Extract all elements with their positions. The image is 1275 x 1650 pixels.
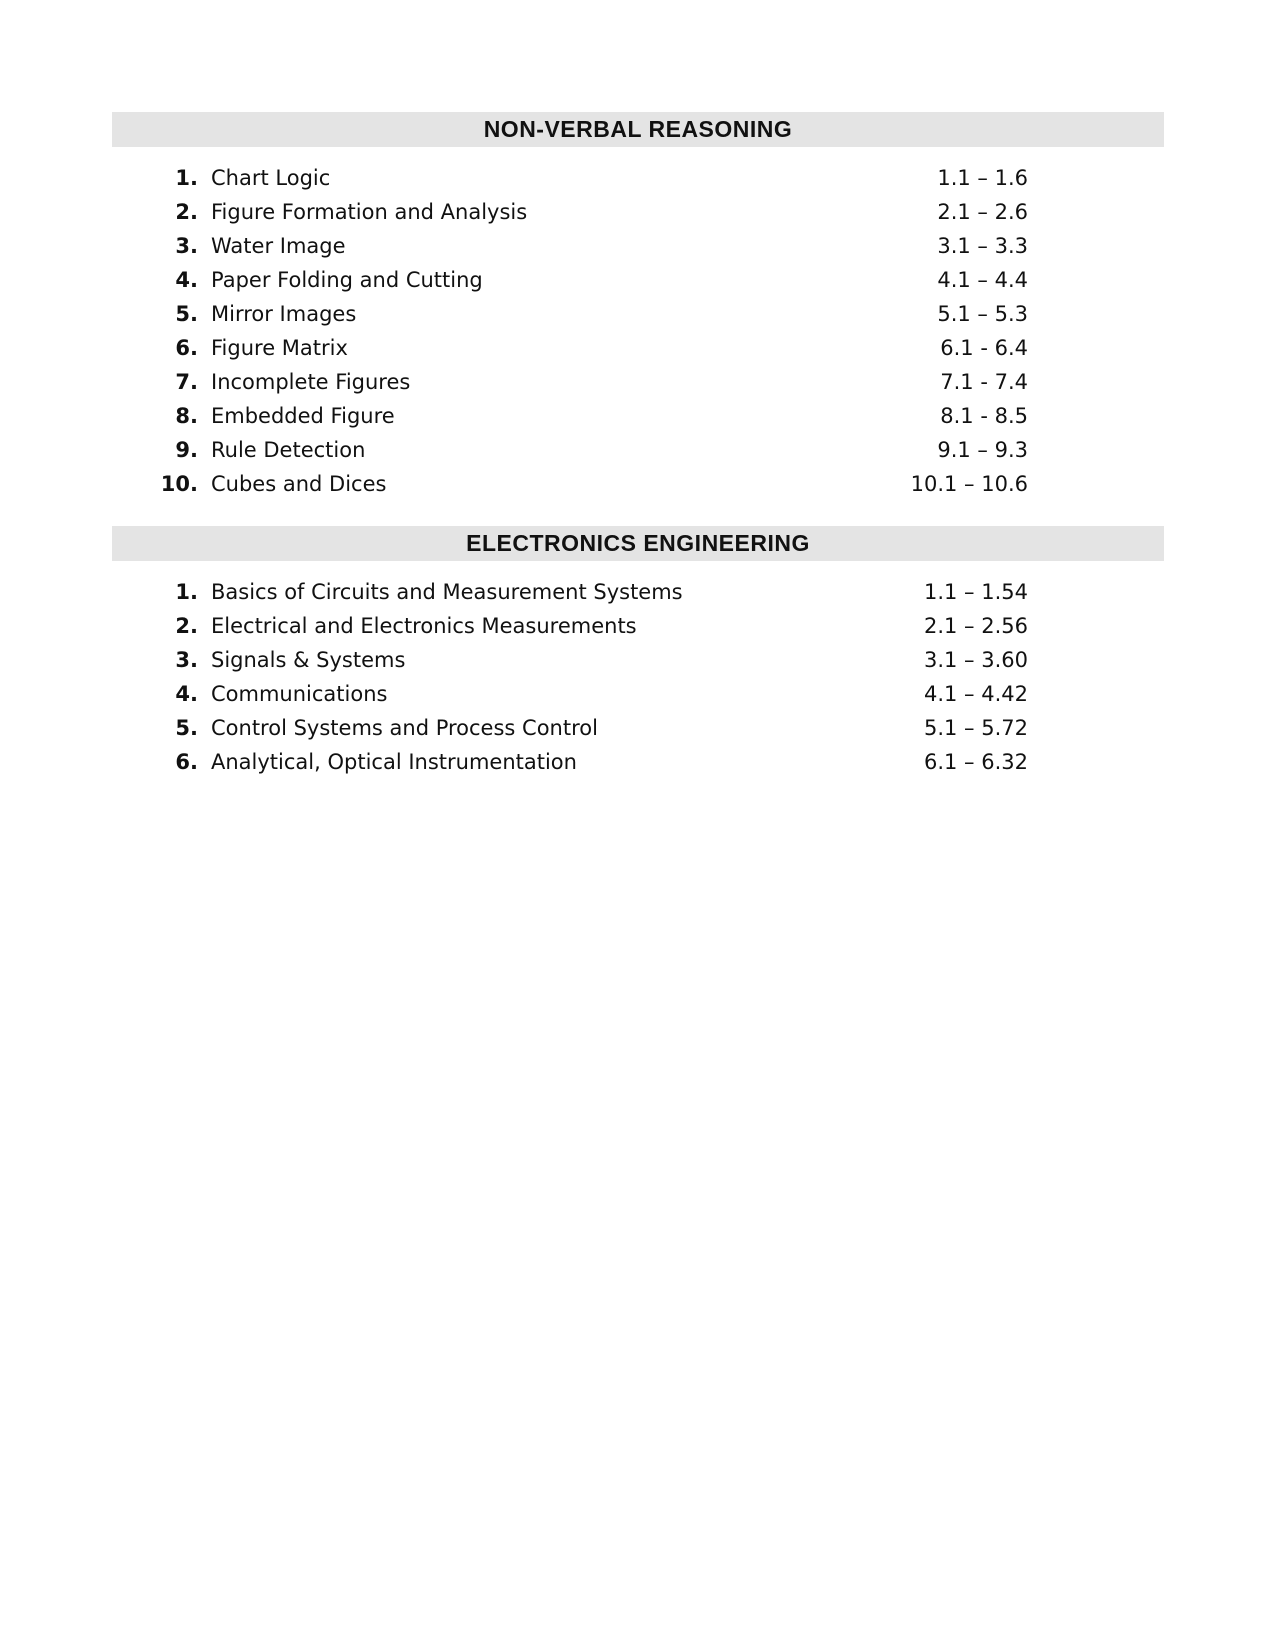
entry-number: 2. [175, 614, 198, 638]
contents-entry[interactable] [112, 399, 1164, 433]
entry-number: 3. [175, 648, 198, 672]
entry-number: 6. [175, 336, 198, 360]
entry-pages: 5.1 – 5.72 [923, 716, 1028, 740]
section-header: NON-VERBAL REASONING [112, 112, 1164, 147]
contents-entry[interactable] [112, 677, 1164, 711]
contents-entry[interactable] [112, 575, 1164, 609]
entry-title: Chart Logic [211, 166, 331, 190]
entry-pages: 8.1 - 8.5 [940, 404, 1028, 428]
contents-entry[interactable] [112, 643, 1164, 677]
contents-entry[interactable] [112, 609, 1164, 643]
entry-number: 4. [175, 682, 198, 706]
entry-pages: 6.1 – 6.32 [923, 750, 1028, 774]
entry-pages: 2.1 – 2.56 [923, 614, 1028, 638]
entry-pages: 7.1 - 7.4 [940, 370, 1028, 394]
entry-number: 9. [175, 438, 198, 462]
contents-entry[interactable] [112, 297, 1164, 331]
entry-pages: 3.1 – 3.60 [923, 648, 1028, 672]
entry-pages: 4.1 – 4.42 [923, 682, 1028, 706]
entry-pages: 6.1 - 6.4 [940, 336, 1028, 360]
contents-entry[interactable] [112, 331, 1164, 365]
entry-title: Control Systems and Process Control [211, 716, 598, 740]
entry-title: Figure Matrix [211, 336, 348, 360]
contents-entry[interactable] [112, 263, 1164, 297]
contents-entry[interactable] [112, 229, 1164, 263]
entry-title: Embedded Figure [211, 404, 395, 428]
entry-number: 3. [175, 234, 198, 258]
section-electronics-engineering [112, 526, 1164, 779]
entry-number: 10. [160, 472, 198, 496]
contents-list [112, 161, 1164, 501]
entry-title: Paper Folding and Cutting [211, 268, 483, 292]
entry-pages: 5.1 – 5.3 [937, 302, 1028, 326]
entry-title: Analytical, Optical Instrumentation [211, 750, 577, 774]
contents-entry[interactable] [112, 711, 1164, 745]
contents-entry[interactable] [112, 365, 1164, 399]
entry-number: 2. [175, 200, 198, 224]
entry-number: 6. [175, 750, 198, 774]
entry-title: Incomplete Figures [211, 370, 411, 394]
entry-title: Electrical and Electronics Measurements [211, 614, 637, 638]
entry-title: Cubes and Dices [211, 472, 387, 496]
entry-pages: 10.1 – 10.6 [910, 472, 1028, 496]
entry-pages: 1.1 – 1.6 [937, 166, 1028, 190]
entry-number: 5. [175, 716, 198, 740]
entry-number: 5. [175, 302, 198, 326]
contents-entry[interactable] [112, 467, 1164, 501]
entry-title: Water Image [211, 234, 346, 258]
entry-number: 8. [175, 404, 198, 428]
entry-number: 1. [175, 166, 198, 190]
section-non-verbal-reasoning [112, 112, 1164, 501]
entry-pages: 3.1 – 3.3 [937, 234, 1028, 258]
entry-number: 1. [175, 580, 198, 604]
entry-pages: 4.1 – 4.4 [937, 268, 1028, 292]
entry-number: 7. [175, 370, 198, 394]
entry-pages: 9.1 – 9.3 [937, 438, 1028, 462]
entry-title: Signals & Systems [211, 648, 406, 672]
contents-list [112, 575, 1164, 779]
contents-entry[interactable] [112, 745, 1164, 779]
entry-number: 4. [175, 268, 198, 292]
contents-entry[interactable] [112, 195, 1164, 229]
entry-title: Figure Formation and Analysis [211, 200, 528, 224]
entry-title: Communications [211, 682, 388, 706]
entry-pages: 1.1 – 1.54 [923, 580, 1028, 604]
contents-entry[interactable] [112, 433, 1164, 467]
contents-entry[interactable] [112, 161, 1164, 195]
entry-title: Mirror Images [211, 302, 357, 326]
entry-title: Rule Detection [211, 438, 366, 462]
entry-title: Basics of Circuits and Measurement Systems [211, 580, 683, 604]
section-header: ELECTRONICS ENGINEERING [112, 526, 1164, 561]
entry-pages: 2.1 – 2.6 [937, 200, 1028, 224]
